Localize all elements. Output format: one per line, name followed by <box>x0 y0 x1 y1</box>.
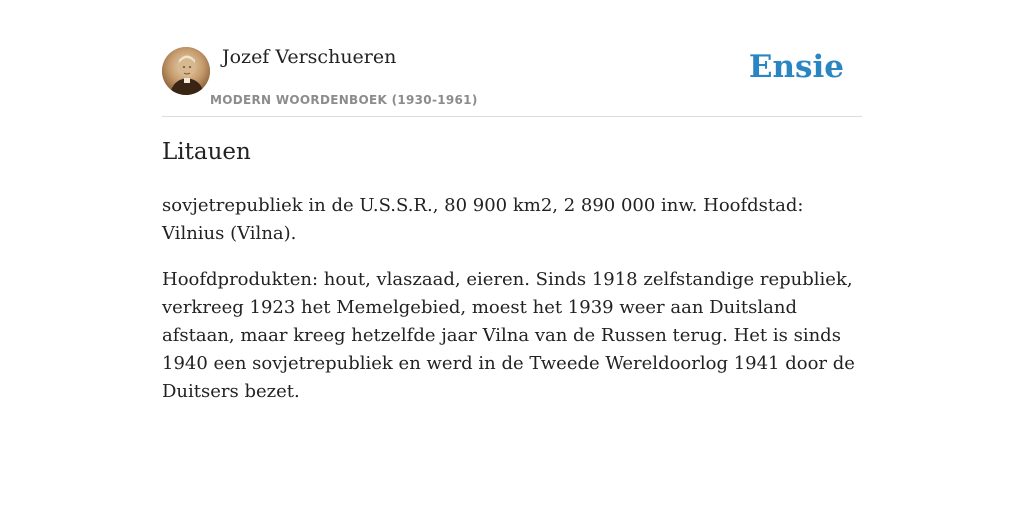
author-portrait-icon <box>162 47 210 95</box>
entry-paragraph: Hoofdprodukten: hout, vlaszaad, eieren. Sinds 1918 zelfstandige republiek, verkreeg 1923 het Memelgebied, moest het 1939 weer aan Duitsland afstaan, maar kreeg hetzelfde jaar Vilna van de Russen terug. Het is sinds 1940 een sovjetrepubliek en werd in de Tweede Wereldoorlog 1941 door de Duitsers bezet. <box>162 269 855 402</box>
ensie-logo[interactable]: Ensie <box>748 49 844 85</box>
entry-title: Litauen <box>162 139 251 165</box>
author-name[interactable]: Jozef Verschueren <box>222 46 397 68</box>
author-avatar[interactable] <box>162 47 210 95</box>
entry-header <box>162 44 862 117</box>
entry-paragraph: sovjetrepubliek in de U.S.S.R., 80 900 km2, 2 890 000 inw. Hoofdstad: Vilnius (Vilna). <box>162 195 804 244</box>
entry-content <box>162 192 862 424</box>
source-label[interactable]: MODERN WOORDENBOEK (1930-1961) <box>210 93 478 107</box>
